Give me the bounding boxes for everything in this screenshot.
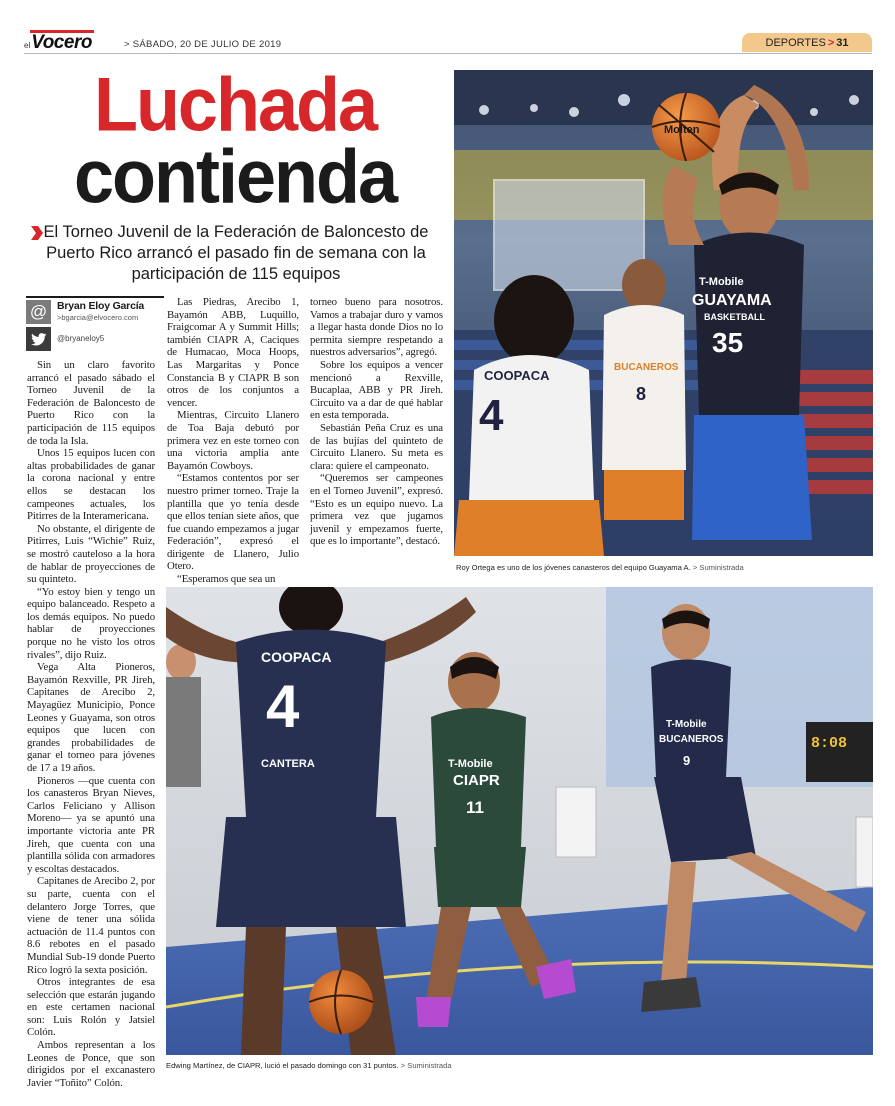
mid-player-jersey-text: BUCANEROS <box>614 362 679 373</box>
deck-subheadline: El Torneo Juvenil de la Federación de Baloncesto de Puerto Rico arrancó el pasado fin de semana con la participación de 115 equipos <box>43 223 429 283</box>
logo-name: Vocero <box>31 32 92 53</box>
shooter-jersey-team: GUAYAMA <box>692 292 772 309</box>
mid-player-number: 8 <box>636 384 647 404</box>
paragraph: Las Piedras, Arecibo 1, Bayamón ABB, Luquillo, Fraigcomar A y Summit Hills; también CIAPR A, Caciques de Humacao, Moca Hoops, Las Margaritas y Ponce Constancia B y CIAPR B son otros de los conjuntos a vencer. <box>167 296 299 409</box>
headline-line-1: Luchada <box>93 62 377 148</box>
left-player-number: 4 <box>479 391 504 440</box>
author-email[interactable]: >bgarcia@elvocero.com <box>57 313 139 322</box>
paragraph: Vega Alta Pioneros, Bayamón Rexville, PR Jireh, Capitanes de Arecibo 2, Mayagüez Municipio, Ponce Leones y Guayama, son otros equipos que lucen con grandes probabilidades de ganar el torneo para jóvenes de 17 a 19 años. <box>27 661 155 774</box>
player9-team: BUCANEROS <box>659 734 724 745</box>
paragraph: Mientras, Circuito Llanero de Toa Baja debutó por primera vez en este torneo con una victoria amplia ante Bayamón Cowboys. <box>167 409 299 472</box>
ball-brand: Molten <box>664 124 700 136</box>
paragraph: torneo bueno para nosotros. Vamos a trabajar duro y vamos a llegar hasta donde Dios no lo permita siempre respetando a nuestros adversarios”, agregó. <box>310 296 443 359</box>
logo-prefix: el <box>24 41 31 50</box>
caption-credit: > Suministrada <box>692 563 744 572</box>
paragraph: Capitanes de Arecibo 2, por su parte, cuenta con el delantero Jorge Torres, que viene de tener una sólida actuación de 11.4 puntos con 8.6 rebotes en el pasado Mundial Sub-19 donde Puerto Rico logró la sexta posición. <box>27 875 155 976</box>
body-column-2 <box>167 296 299 586</box>
shooter-jersey-sub: BASKETBALL <box>704 312 765 322</box>
author-twitter-handle[interactable]: @bryaneloy5 <box>57 334 105 343</box>
paragraph: Sobre los equipos a vencer mencionó a Rexville, Bucaplaa, ABB y PR Jireh. Circuito va a dar de qué hablar en esta temporada. <box>310 358 443 422</box>
section-tab <box>742 33 872 52</box>
headline-line-2: contienda <box>73 134 397 220</box>
paragraph: “Yo estoy bien y tengo un equipo balanceado. Respeto a los demás equipos. No puedo hablar de proyecciones porque no he visto los otros rivales”, dijo Ruiz. <box>27 585 155 661</box>
paragraph: Sebastián Peña Cruz es una de las bujías del quinteto de Circuito Llanero. Su meta es clara: quiere el campeonato. <box>310 421 443 472</box>
section-name: DEPORTES <box>765 36 826 49</box>
caption-text: Roy Ortega es uno de los jóvenes canasteros del equipo Guayama A. <box>456 563 691 572</box>
paragraph: Sin un claro favorito arrancó el pasado sábado el Torneo Juvenil de la Federación de Baloncesto de Puerto Rico con la participación de 115 equipos de toda la Isla. <box>27 359 155 447</box>
byline-rule <box>26 296 164 298</box>
photo-jump-shot-image <box>454 70 873 556</box>
caption-credit: > Suministrada <box>400 1061 452 1070</box>
paragraph: “Esperamos que sea un <box>177 573 276 586</box>
player11-number: 11 <box>466 798 484 817</box>
paragraph: Ambos representan a los Leones de Ponce, que son dirigidos por el excanastero Javier “Toñito” Colón. <box>27 1039 155 1089</box>
photo-jump-shot-caption <box>456 563 873 572</box>
page-number: 31 <box>836 36 849 49</box>
shooter-jersey-sponsor: T-Mobile <box>699 276 744 288</box>
section-arrow: > <box>827 36 835 49</box>
scoreboard <box>806 722 873 782</box>
email-icon: @ <box>26 300 51 324</box>
author-name: Bryan Eloy García <box>57 300 145 312</box>
photo-game-action <box>166 587 873 1055</box>
player4-number: 4 <box>266 673 300 740</box>
player11-sponsor: T-Mobile <box>448 758 493 770</box>
scoreboard-clock: 8:08 <box>811 735 848 752</box>
twitter-bird-icon <box>26 327 51 351</box>
photo-game-action-caption <box>166 1061 873 1070</box>
photo-game-action-image <box>166 587 873 1055</box>
paragraph: Pioneros —que cuenta con los canasteros Bryan Nieves, Carlos Feliciano y Allison Moreno— ya se apuntó una importante victoria ante PR Jireh, que cuenta con una plantilla sólida con armadores y escoltas destacados. <box>27 774 155 875</box>
body-column-3 <box>310 296 443 548</box>
paragraph: “Estamos contentos por ser nuestro primer torneo. Traje la plantilla que yo tenía desde que ellos tenían siete años, que fue cuando empezamos a jugar Federación”, expresó el dirigente de Llanero, Julio Otero. <box>167 472 299 573</box>
headline <box>30 62 440 220</box>
left-player-jersey-text: COOPACA <box>484 368 550 383</box>
caption-text: Edwing Martínez, de CIAPR, lució el pasado domingo con 31 puntos. <box>166 1061 399 1070</box>
issue-date: > SÁBADO, 20 DE JULIO DE 2019 <box>124 39 282 50</box>
byline <box>26 296 164 354</box>
newspaper-logo <box>24 32 92 52</box>
masthead-bar <box>24 30 872 54</box>
paragraph: “Queremos ser campeones en el Torneo Juvenil”, expresó. “Esto es un equipo nuevo. La primera vez que jugamos juvenil y empezamos fuerte, que es lo importante”, destacó. <box>310 472 443 548</box>
player9-sponsor: T-Mobile <box>666 719 707 730</box>
player11-team: CIAPR <box>453 772 500 789</box>
shooter-jersey-number: 35 <box>712 327 744 358</box>
paragraph: Unos 15 equipos lucen con altas probabilidades de ganar la corona nacional y entre ellos se destacan los campeones actuales, los Pitirres de la Interamericana. <box>27 447 155 523</box>
body-column-1 <box>27 359 155 1089</box>
player9-number: 9 <box>683 753 691 768</box>
basketball-icon <box>309 970 373 1034</box>
player4-jersey-text: COOPACA <box>261 649 332 665</box>
paragraph: No obstante, el dirigente de Pitirres, Luis “Wichie” Ruiz, se mostró cauteloso a la hora de hablar de proyecciones de su quinteto. <box>27 522 155 586</box>
photo-jump-shot <box>454 70 873 556</box>
player4-sponsor: CANTERA <box>261 758 315 770</box>
paragraph: Otros integrantes de esa selección que estarán jugando en este certamen nacional son: Luis Rolón y Jatsiel Colón. <box>27 976 155 1039</box>
